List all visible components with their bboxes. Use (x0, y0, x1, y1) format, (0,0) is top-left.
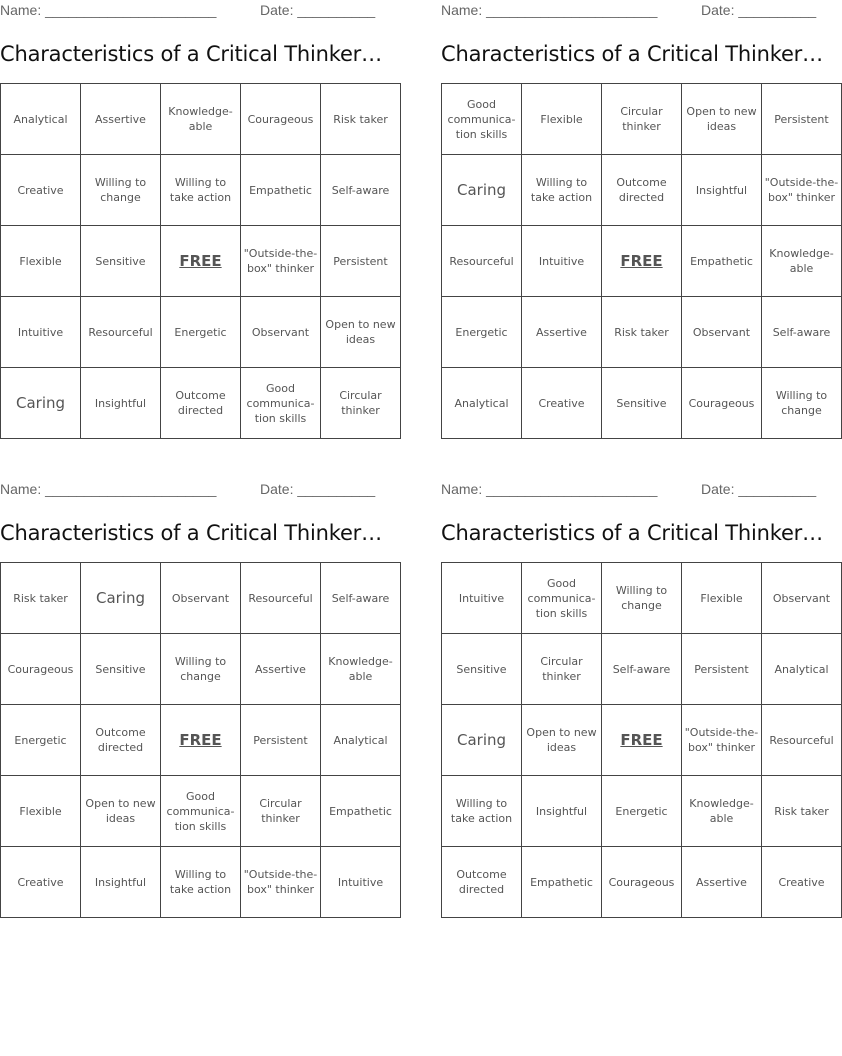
card-title: Characteristics of a Critical Thinker… (0, 521, 382, 545)
bingo-cell: Circular thinker (321, 368, 401, 439)
bingo-grid (0, 83, 401, 439)
bingo-cell: Risk taker (1, 563, 81, 634)
bingo-cell: Self-aware (762, 297, 842, 368)
bingo-cell: Good communica-tion skills (522, 563, 602, 634)
bingo-row (1, 226, 401, 297)
bingo-cell: Circular thinker (241, 776, 321, 847)
bingo-cell: Courageous (241, 84, 321, 155)
bingo-row (442, 84, 842, 155)
bingo-cell: Self-aware (602, 634, 682, 705)
bingo-row (442, 705, 842, 776)
bingo-cell: Insightful (81, 847, 161, 918)
bingo-cell: Analytical (1, 84, 81, 155)
name-field: Name: ______________________ (441, 2, 658, 18)
bingo-cell: Analytical (321, 705, 401, 776)
card-header (0, 479, 376, 501)
bingo-cell: Persistent (762, 84, 842, 155)
bingo-cell: Persistent (682, 634, 762, 705)
bingo-cell: Flexible (682, 563, 762, 634)
bingo-cell: Resourceful (442, 226, 522, 297)
bingo-cell: Observant (241, 297, 321, 368)
bingo-row (1, 705, 401, 776)
bingo-cell: Analytical (442, 368, 522, 439)
bingo-cell: Willing to change (602, 563, 682, 634)
bingo-row (442, 297, 842, 368)
bingo-row (442, 634, 842, 705)
free-space: FREE (161, 226, 241, 297)
bingo-cell: Intuitive (1, 297, 81, 368)
bingo-card (0, 0, 396, 425)
bingo-cell: Knowledge-able (762, 226, 842, 297)
bingo-cell: Insightful (682, 155, 762, 226)
bingo-cell: Assertive (682, 847, 762, 918)
bingo-row (1, 368, 401, 439)
bingo-cell: Knowledge-able (682, 776, 762, 847)
bingo-cell: Empathetic (522, 847, 602, 918)
bingo-cell: Outcome directed (602, 155, 682, 226)
bingo-cell: Persistent (241, 705, 321, 776)
bingo-row (1, 84, 401, 155)
bingo-cell: Sensitive (81, 634, 161, 705)
bingo-grid (441, 83, 842, 439)
bingo-cell: Self-aware (321, 563, 401, 634)
bingo-cell: Willing to change (762, 368, 842, 439)
bingo-cell: Willing to take action (161, 155, 241, 226)
bingo-cell: Energetic (161, 297, 241, 368)
card-title: Characteristics of a Critical Thinker… (441, 42, 823, 66)
date-field: Date: __________ (701, 2, 817, 18)
bingo-cell: "Outside-the-box" thinker (241, 847, 321, 918)
bingo-card (441, 479, 834, 896)
bingo-row (1, 155, 401, 226)
free-space: FREE (602, 226, 682, 297)
bingo-cell: Knowledge-able (321, 634, 401, 705)
bingo-cell: Creative (1, 155, 81, 226)
bingo-row (442, 776, 842, 847)
bingo-cell: Energetic (442, 297, 522, 368)
bingo-cell: Willing to change (161, 634, 241, 705)
bingo-cell: Good communica-tion skills (161, 776, 241, 847)
bingo-cell: Observant (682, 297, 762, 368)
free-space: FREE (602, 705, 682, 776)
bingo-row (442, 847, 842, 918)
bingo-cell: Outcome directed (442, 847, 522, 918)
free-space: FREE (161, 705, 241, 776)
bingo-cell: Open to new ideas (522, 705, 602, 776)
bingo-cell: Caring (1, 368, 81, 439)
card-header (441, 0, 817, 22)
bingo-cell: Flexible (1, 776, 81, 847)
bingo-cell: Observant (161, 563, 241, 634)
bingo-cell: Creative (1, 847, 81, 918)
bingo-cell: Analytical (762, 634, 842, 705)
bingo-row (1, 776, 401, 847)
bingo-cell: "Outside-the-box" thinker (682, 705, 762, 776)
name-field: Name: ______________________ (0, 481, 217, 497)
bingo-cell: Risk taker (321, 84, 401, 155)
card-title: Characteristics of a Critical Thinker… (0, 42, 382, 66)
bingo-cell: Willing to take action (161, 847, 241, 918)
bingo-cell: Flexible (1, 226, 81, 297)
bingo-cell: Willing to take action (442, 776, 522, 847)
bingo-cell: Caring (442, 705, 522, 776)
bingo-cell: Good communica-tion skills (442, 84, 522, 155)
bingo-cell: Courageous (1, 634, 81, 705)
bingo-cell: Resourceful (762, 705, 842, 776)
bingo-cell: Open to new ideas (682, 84, 762, 155)
card-header (0, 0, 376, 22)
bingo-cell: Circular thinker (522, 634, 602, 705)
bingo-cell: Creative (522, 368, 602, 439)
bingo-cell: Persistent (321, 226, 401, 297)
bingo-cell: Risk taker (762, 776, 842, 847)
bingo-cell: Intuitive (522, 226, 602, 297)
bingo-cell: Self-aware (321, 155, 401, 226)
bingo-card (0, 479, 393, 896)
bingo-cell: Empathetic (682, 226, 762, 297)
bingo-cell: Assertive (241, 634, 321, 705)
bingo-cell: Willing to change (81, 155, 161, 226)
bingo-cell: Intuitive (442, 563, 522, 634)
bingo-grid (441, 562, 842, 918)
date-field: Date: __________ (701, 481, 817, 497)
bingo-cell: Caring (442, 155, 522, 226)
bingo-cell: Intuitive (321, 847, 401, 918)
bingo-cell: Willing to take action (522, 155, 602, 226)
bingo-row (1, 847, 401, 918)
bingo-cell: Courageous (682, 368, 762, 439)
bingo-row (442, 368, 842, 439)
bingo-cell: Assertive (81, 84, 161, 155)
date-field: Date: __________ (260, 2, 376, 18)
bingo-cell: Open to new ideas (81, 776, 161, 847)
bingo-row (1, 563, 401, 634)
bingo-cell: Energetic (602, 776, 682, 847)
name-field: Name: ______________________ (0, 2, 217, 18)
bingo-cell: Observant (762, 563, 842, 634)
bingo-cell: Resourceful (241, 563, 321, 634)
bingo-row (442, 226, 842, 297)
bingo-cell: Energetic (1, 705, 81, 776)
bingo-cell: Courageous (602, 847, 682, 918)
date-field: Date: __________ (260, 481, 376, 497)
bingo-cell: Insightful (81, 368, 161, 439)
bingo-grid (0, 562, 401, 918)
bingo-cell: Creative (762, 847, 842, 918)
bingo-cell: Empathetic (241, 155, 321, 226)
bingo-cell: Outcome directed (81, 705, 161, 776)
bingo-row (1, 634, 401, 705)
bingo-cell: Empathetic (321, 776, 401, 847)
bingo-cell: Assertive (522, 297, 602, 368)
bingo-cell: Caring (81, 563, 161, 634)
bingo-cell: Sensitive (442, 634, 522, 705)
bingo-cell: Open to new ideas (321, 297, 401, 368)
bingo-cell: Circular thinker (602, 84, 682, 155)
bingo-cell: "Outside-the-box" thinker (241, 226, 321, 297)
bingo-cell: Risk taker (602, 297, 682, 368)
card-header (441, 479, 817, 501)
bingo-cell: Sensitive (602, 368, 682, 439)
bingo-row (1, 297, 401, 368)
card-title: Characteristics of a Critical Thinker… (441, 521, 823, 545)
bingo-cell: Flexible (522, 84, 602, 155)
name-field: Name: ______________________ (441, 481, 658, 497)
bingo-card (441, 0, 839, 417)
bingo-cell: Insightful (522, 776, 602, 847)
bingo-row (442, 563, 842, 634)
bingo-cell: Good communica-tion skills (241, 368, 321, 439)
bingo-cell: Resourceful (81, 297, 161, 368)
bingo-cell: "Outside-the-box" thinker (762, 155, 842, 226)
bingo-cell: Knowledge-able (161, 84, 241, 155)
bingo-row (442, 155, 842, 226)
bingo-cell: Outcome directed (161, 368, 241, 439)
bingo-cell: Sensitive (81, 226, 161, 297)
